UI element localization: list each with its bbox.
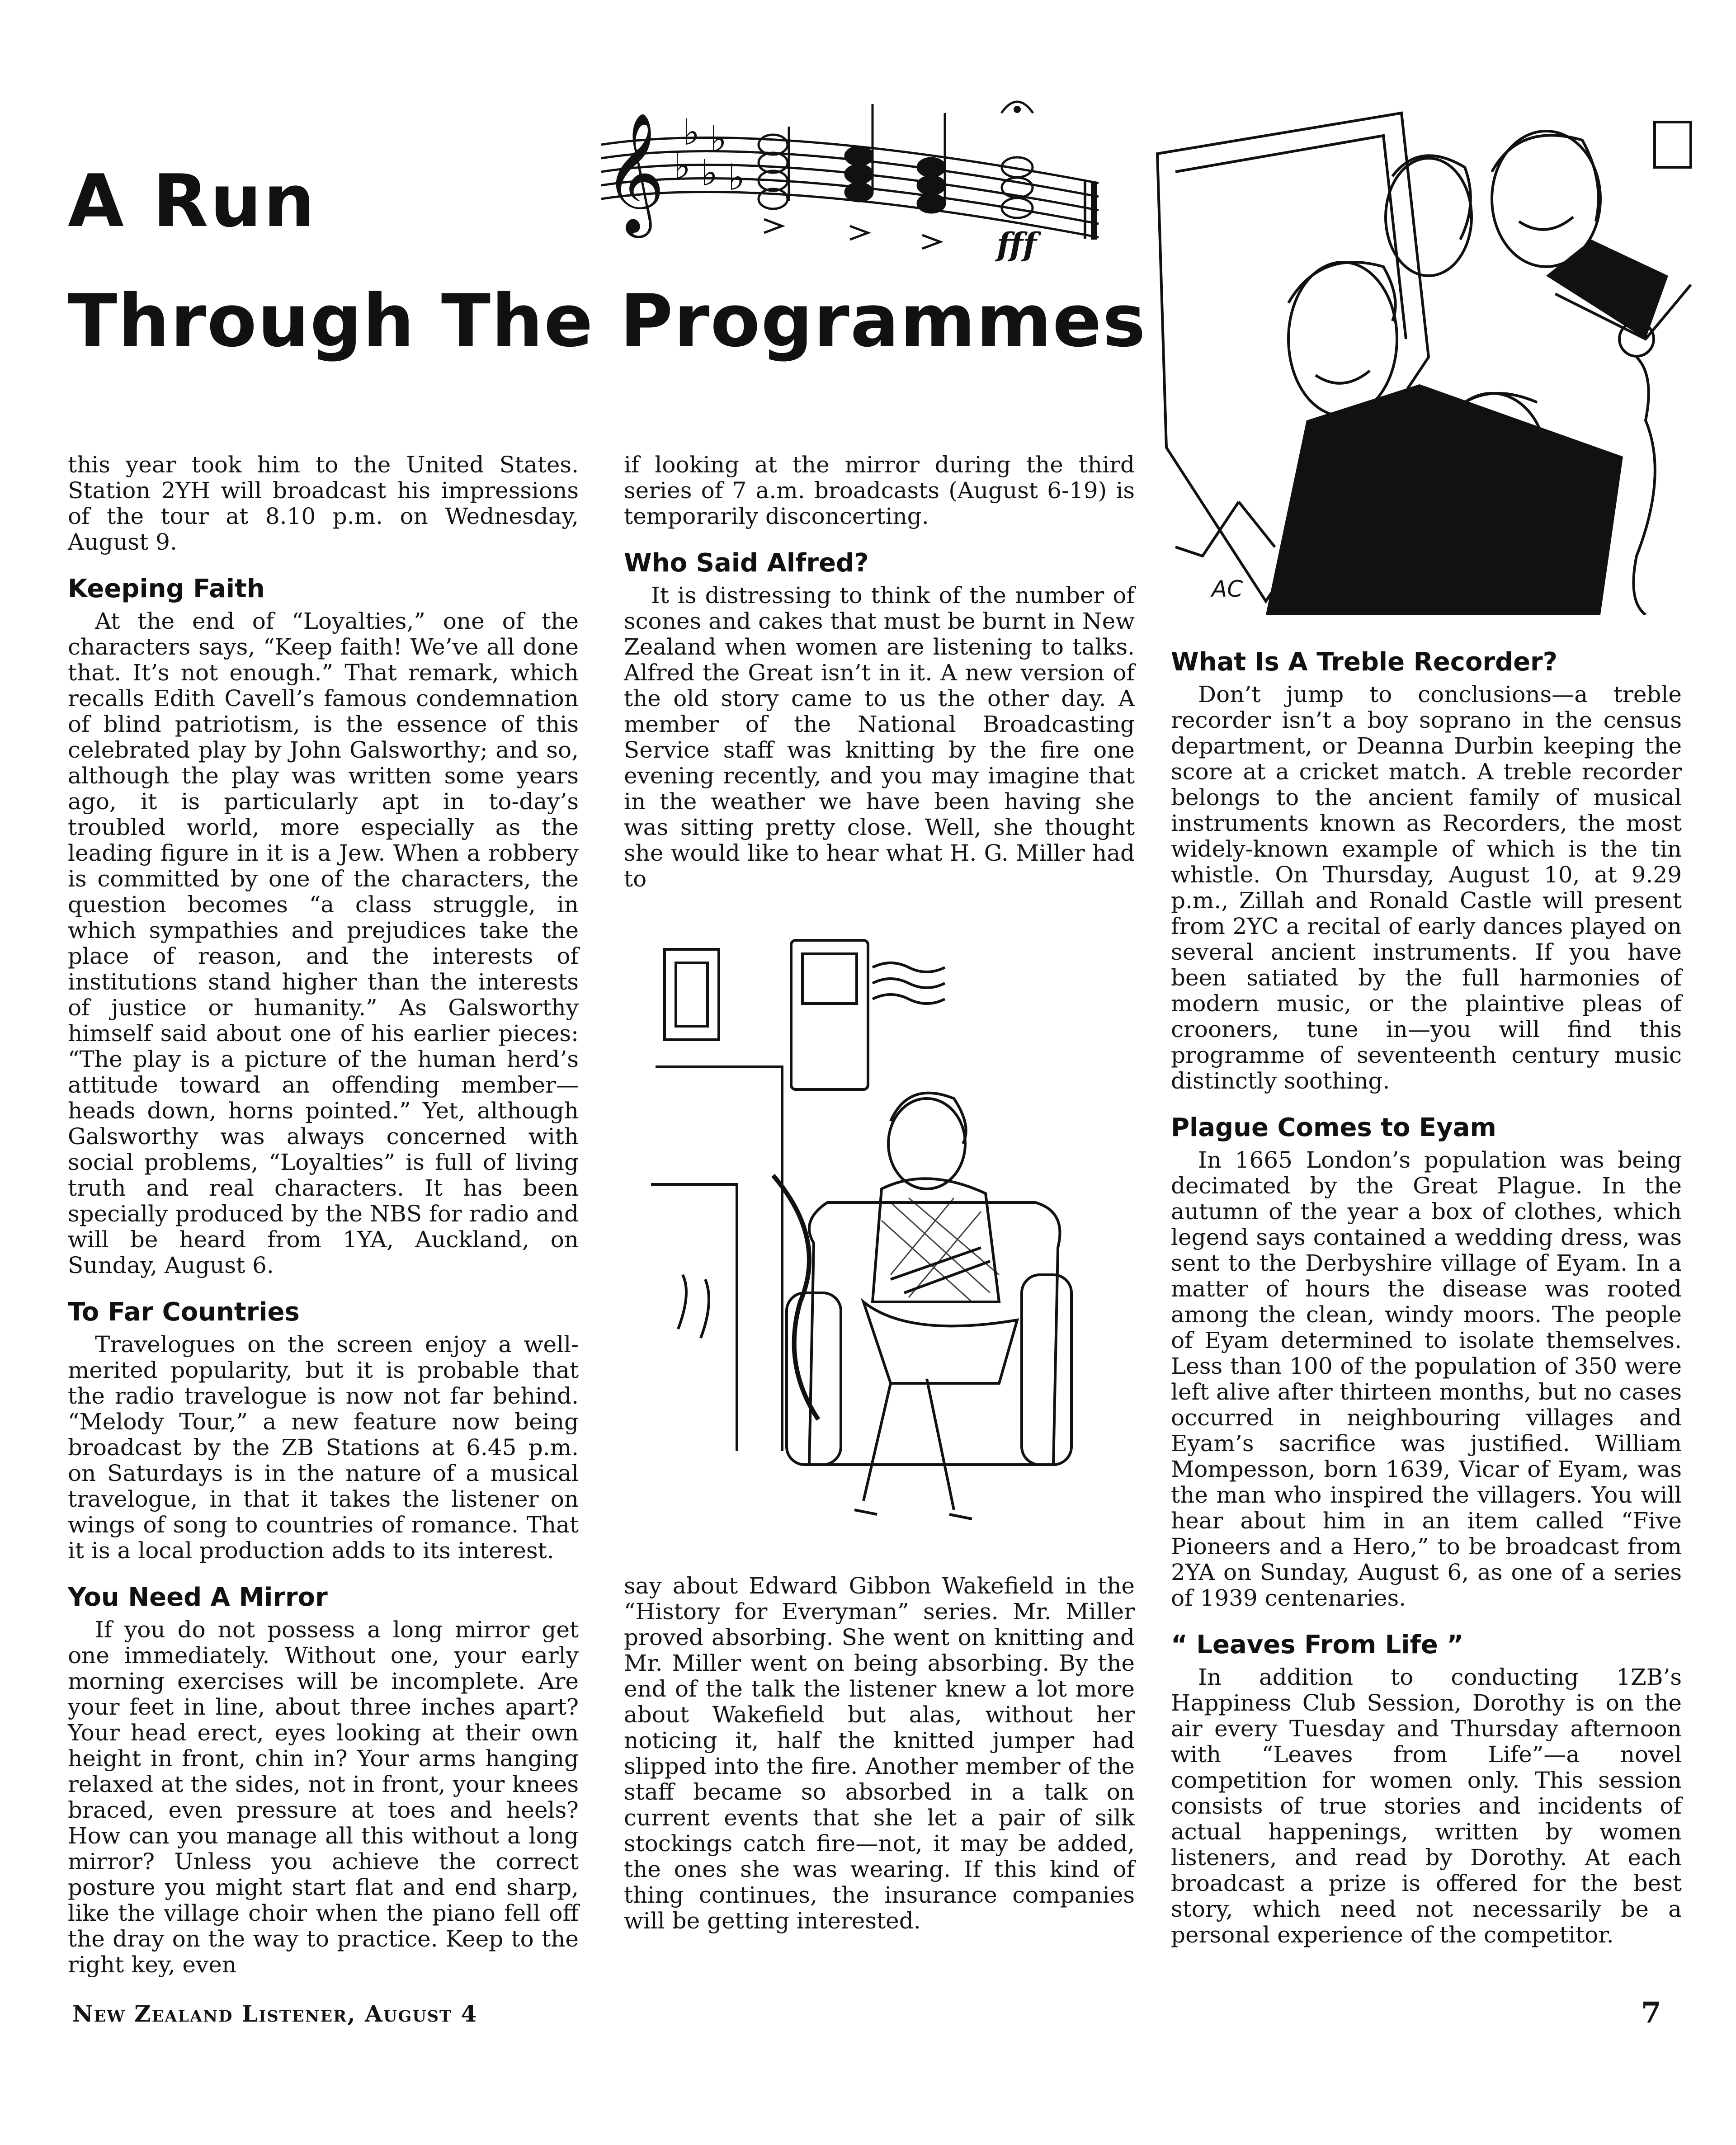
treble-clef-icon: 𝄞	[604, 112, 665, 233]
flat-signs	[674, 111, 745, 198]
svg-text:♭: ♭	[701, 152, 718, 194]
quarter-note-chord-3	[918, 113, 945, 212]
far-countries-body: Travelogues on the screen enjoy a well-merited popularity, but it is probable that the radio travelogue is now not far behind. “Melody Tour,” a new feature now being broadcast by the ZB Stations at 6.45 p.m. on Saturdays is in the nature of a musical travelogue, in that it takes the listener on wings of song to countries of romance. That it is a local production adds to its interest.	[68, 1331, 579, 1564]
heading-treble-recorder: What Is A Treble Recorder?	[1171, 647, 1558, 677]
page-title-line-1: A Run	[68, 159, 317, 243]
page-number: 7	[1641, 1996, 1662, 2030]
svg-text:♭: ♭	[674, 145, 691, 187]
svg-text:♭: ♭	[683, 111, 700, 153]
alfred-continued-text: say about Edward Gibbon Wakefield in the “History for Everyman” series. Mr. Miller proved absorbing. She went on knitting and Mr. Miller went on being absorbing. By the end of the talk the listener knew a lot more about Wakefield but alas, without her noticing it, half the knitted jumper had slipped into the fire. Another member of the staff became so absorbed in a talk on current events that she let a pair of silk stockings catch fire—not, it may be added, the ones she was wearing. If this kind of thing continues, the insurance companies will be getting interested.	[624, 1573, 1135, 1934]
whole-note-chord-4	[1001, 102, 1033, 218]
column-3	[1171, 646, 1682, 1948]
alfred-body: It is distressing to think of the number of scones and cakes that must be burnt in New Zealand when women are listening to talks. Alfred the Great isn’t in it. A new version of the old story came to us the other day. A member of the National Broadcasting Service staff was knitting by the fire one evening recently, and you may imagine that in the weather we have been having she was sitting pretty close. Well, she thought she would like to hear what H. G. Miller had to	[624, 582, 1135, 892]
illustrator-signature: AC	[1212, 576, 1243, 602]
recorder-body: Don’t jump to conclusions—a treble recorder isn’t a boy soprano in the census department, or Deanna Durbin keeping the score at a cricket match. A treble recorder belongs to the ancient family of musical instruments known as Recorders, the most widely-known example of which is the tin whistle. On Thursday, August 10, at 9.29 p.m., Zillah and Ronald Castle will present from 2YC a recital of early dances played on several ancient instruments. If you have been satiated by the full harmonies of modern music, or the plaintive pleas of crooners, tune in—you will find this programme of seventeenth century music distinctly soothing.	[1171, 681, 1682, 1094]
column-2	[624, 452, 1135, 892]
mirror-continued-text: if looking at the mirror during the third series of 7 a.m. broadcasts (August 6-19) is temporarily disconcerting.	[624, 452, 1135, 529]
publication-footer: New Zealand Listener, August 4	[72, 2000, 478, 2027]
page-title-line-2: Through The Programmes	[68, 278, 1146, 363]
intro-continued-text: this year took him to the United States. Station 2YH will broadcast his impressions of the tour at 8.10 p.m. on Wednesday, August 9.	[68, 452, 579, 555]
plague-body: In 1665 London’s population was being decimated by the Great Plague. In the autumn of the year a box of clothes, which legend says contained a wedding dress, was sent to the Derbyshire village of Eyam. In a matter of hours the disease was rooted among the clean, windy moors. The people of Eyam determined to isolate themselves. Less than 100 of the population of 350 were left alive after thirteen months, but no cases occurred in neighbouring villages and Eyam’s sacrifice was justified. William Mompesson, born 1639, Vicar of Eyam, was the man who inspired the villagers. You will hear about him in an item called “Five Pioneers and a Hero,” to be broadcast from 2YA on Sunday, August 6, as one of a series of 1939 centenaries.	[1171, 1147, 1682, 1611]
radio-personalities-caricature-illustration	[1148, 104, 1713, 615]
music-staff-illustration	[583, 77, 1117, 267]
fermata-icon	[1014, 106, 1021, 113]
heading-to-far-countries: To Far Countries	[68, 1297, 300, 1327]
heading-who-said-alfred: Who Said Alfred?	[624, 548, 869, 578]
leaves-body: In addition to conducting 1ZB’s Happiness Club Session, Dorothy is on the air every Tuesday and Thursday afternoon with “Leaves from Life”—a novel competition for women only. This session consists of true stories and incidents of actual happenings, written by women listeners, and read by Dorothy. At each broadcast a prize is offered for the best story, which need not necessarily be a personal experience of the competitor.	[1171, 1664, 1682, 1948]
column-2-continued	[624, 1573, 1135, 1934]
heading-keeping-faith: Keeping Faith	[68, 574, 265, 603]
column-1	[68, 452, 579, 1978]
heading-you-need-a-mirror: You Need A Mirror	[68, 1583, 328, 1612]
quarter-note-chord-2	[845, 104, 873, 201]
heading-leaves-from-life: “ Leaves From Life ”	[1171, 1630, 1464, 1659]
keeping-faith-body: At the end of “Loyalties,” one of the characters says, “Keep faith! We’ve all done that. It’s not enough.” That remark, which recalls Edith Cavell’s famous condemnation of blind patriotism, is the essence of this celebrated play by John Galsworthy; and so, although the play was written some years ago, it is particularly apt in to-day’s troubled world, more especially as the leading figure in it is a Jew. When a robbery is committed by one of the characters, the question becomes “a class struggle, in which sympathies and prejudices take the place of reason, and the interests of institutions stand higher than the interests of justice or humanity.” As Galsworthy himself said about one of his earlier pieces: “The play is a picture of the human herd’s attitude toward an offending member—heads down, horns pointed.” Yet, although Galsworthy was always concerned with social problems, “Loyalties” is full of living truth and real characters. It has been specially produced by the NBS for radio and will be heard from 1YA, Auckland, on Sunday, August 6.	[68, 608, 579, 1278]
accent-marks	[764, 219, 940, 249]
svg-text:♭: ♭	[728, 156, 745, 198]
music-dynamic-mark: fff	[997, 226, 1037, 263]
heading-plague-comes-to-eyam: Plague Comes to Eyam	[1171, 1113, 1496, 1142]
svg-text:♭: ♭	[710, 118, 727, 160]
mirror-body: If you do not possess a long mirror get one immediately. Without one, your early morning exercises will be incomplete. Are your feet in line, about three inches apart? Your head erect, eyes looking at their own height in front, chin in? Your arms hanging relaxed at the sides, not in front, your knees braced, even pressure at toes and heels? How can you manage all this without a long mirror? Unless you achieve the correct posture you might start flat and end sharp, like the village choir when the piano fell off the dray on the way to practice. Keep to the right key, even	[68, 1617, 579, 1978]
woman-knitting-by-fire-illustration	[637, 931, 1135, 1537]
